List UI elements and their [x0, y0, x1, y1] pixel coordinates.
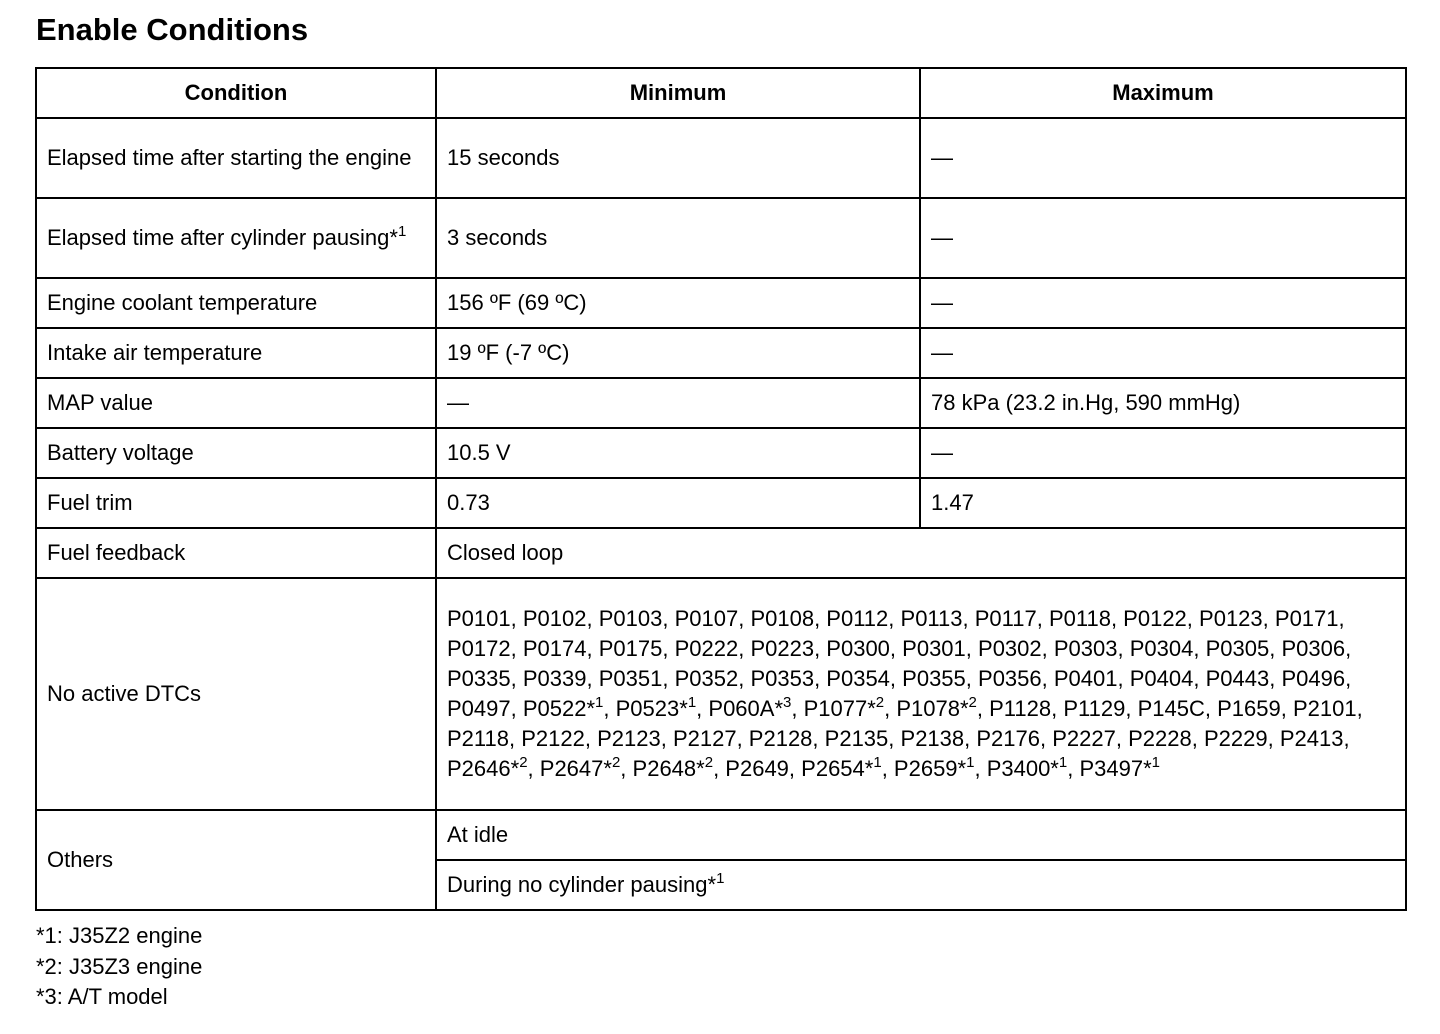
footnote-marker: 1 — [716, 870, 725, 887]
dtc-code: P2648* — [632, 756, 705, 781]
dtc-code: P0497 — [447, 696, 511, 721]
minimum-cell: 3 seconds — [436, 198, 920, 278]
dtc-code: P3497* — [1079, 756, 1152, 781]
dtc-code: P2659* — [893, 756, 967, 781]
dtc-code: P0103 — [598, 606, 663, 631]
dtc-code: P2176 — [976, 726, 1040, 751]
table-row — [36, 428, 1406, 478]
dtc-code: P0174 — [522, 636, 587, 661]
dtc-code: P0356 — [978, 666, 1042, 691]
condition-cell: Fuel trim — [36, 478, 436, 528]
footnote-marker: 2 — [519, 754, 528, 771]
table-row — [36, 378, 1406, 428]
dtc-code: P0300 — [826, 636, 890, 661]
dtc-code: P0122 — [1123, 606, 1187, 631]
dtc-code: P1128 — [989, 696, 1052, 721]
dtc-code: P0171 — [1274, 606, 1339, 631]
condition-text: Elapsed time after cylinder pausing* — [47, 225, 398, 250]
dtc-code: P1078* — [896, 696, 969, 721]
footnote-marker: 1 — [873, 754, 882, 771]
dtc-code: P0354 — [826, 666, 890, 691]
maximum-cell: 1.47 — [920, 478, 1406, 528]
dtc-code: P2101 — [1292, 696, 1357, 721]
dtc-code: P0112 — [826, 606, 889, 631]
table-row-no-active-dtcs — [36, 578, 1406, 810]
dtc-code: P0523* — [615, 696, 688, 721]
condition-cell: Battery voltage — [36, 428, 436, 478]
footnote-marker: 1 — [397, 223, 407, 240]
header-condition: Condition — [36, 68, 436, 118]
dtc-code: P2128 — [748, 726, 813, 751]
dtc-code: P2229 — [1203, 726, 1268, 751]
condition-cell: Intake air temperature — [36, 328, 436, 378]
condition-cell: Elapsed time after starting the engine — [36, 118, 436, 198]
dtc-code: P0102 — [522, 606, 587, 631]
maximum-cell: 78 kPa (23.2 in.Hg, 590 mmHg) — [920, 378, 1406, 428]
condition-cell — [36, 198, 436, 278]
footnote-marker: 2 — [611, 754, 621, 771]
dtc-code: P0339 — [522, 666, 587, 691]
minimum-cell: 15 seconds — [436, 118, 920, 198]
condition-cell: Engine coolant temperature — [36, 278, 436, 328]
footnote-1: *1: J35Z2 engine — [36, 923, 203, 948]
footnote-3: *3: A/T model — [36, 984, 168, 1009]
dtc-code: P0303 — [1053, 636, 1118, 661]
dtc-code: P1077* — [803, 696, 876, 721]
dtc-code: P0113 — [900, 606, 963, 631]
maximum-cell: — — [920, 278, 1406, 328]
dtc-code: P0305 — [1205, 636, 1270, 661]
dtc-code: P0222 — [674, 636, 739, 661]
dtc-code: P0223 — [750, 636, 815, 661]
others-value: At idle — [436, 810, 1406, 860]
dtc-code: P2228 — [1128, 726, 1192, 751]
table-row — [36, 478, 1406, 528]
dtc-code: P2118 — [447, 726, 509, 751]
maximum-cell: — — [920, 428, 1406, 478]
minimum-cell: 0.73 — [436, 478, 920, 528]
footnote-marker: 2 — [968, 694, 977, 711]
condition-cell: Fuel feedback — [36, 528, 436, 578]
dtc-code: P0401 — [1053, 666, 1118, 691]
maximum-cell: — — [920, 328, 1406, 378]
dtc-code: P0123 — [1199, 606, 1263, 631]
dtc-code: P0175 — [598, 636, 663, 661]
minimum-cell: — — [436, 378, 920, 428]
condition-cell: MAP value — [36, 378, 436, 428]
dtc-code: P0522* — [522, 696, 596, 721]
dtc-code: P060A* — [708, 696, 784, 721]
minimum-cell: 10.5 V — [436, 428, 920, 478]
dtc-code: P0352 — [674, 666, 739, 691]
others-value — [436, 860, 1406, 910]
dtc-code: P2647* — [539, 756, 612, 781]
footnote-marker: 1 — [966, 754, 975, 771]
dtc-code: P0301 — [902, 636, 966, 661]
dtc-code: P0496 — [1281, 666, 1346, 691]
header-maximum: Maximum — [920, 68, 1406, 118]
dtc-code: P2646* — [447, 756, 520, 781]
dtc-code: P1659 — [1217, 696, 1281, 721]
maximum-cell: — — [920, 118, 1406, 198]
dtc-code: P0404 — [1129, 666, 1194, 691]
footnote-marker: 1 — [1058, 754, 1068, 771]
minimum-cell: 19 ºF (-7 ºC) — [436, 328, 920, 378]
dtc-code: P0117 — [974, 606, 1037, 631]
dtc-list-cell — [436, 578, 1406, 810]
fuel-feedback-value: Closed loop — [436, 528, 1406, 578]
dtc-code: P0304 — [1129, 636, 1194, 661]
dtc-code: P0355 — [902, 666, 966, 691]
table-header-row — [36, 68, 1406, 118]
dtc-code: P2654* — [801, 756, 874, 781]
dtc-code: P2123 — [597, 726, 661, 751]
dtc-code: P2227 — [1052, 726, 1116, 751]
dtc-code: P0101 — [447, 606, 511, 631]
dtc-code: P0107 — [674, 606, 739, 631]
others-text: During no cylinder pausing* — [447, 872, 717, 897]
dtc-code: P0443 — [1205, 666, 1270, 691]
table-row-fuel-feedback — [36, 528, 1406, 578]
table-row — [36, 198, 1406, 278]
dtc-code: P0302 — [978, 636, 1042, 661]
enable-conditions-table — [35, 67, 1407, 911]
dtc-code: P1129 — [1063, 696, 1126, 721]
dtc-list: P0101, P0102, P0103, P0107, P0108, P0112, P0113, P0117, P0118, P0122, P0123, P0171, P0172, P0174, P0175, P0222, P0223, P0300, P0301, P0302, P0303, P0304, P0305, P0306, P0335, P0339, P0351, P0352, P0353, P0354, P0355, P0356, P0401, P0404, P0443, P0496, P0497, P0522*$^1$, P0523*$^1$, P060A*$^3$, P1077*$^2$, P1078*$^2$, P1128, P1129, P145C, P1659, P2101, P2118, P2122, P2123, P2127, P2128, P2135, P2138, P2176, P2227, P2228, P2229, P2413, P2646*$^2$, P2647*$^2$, P2648*$^2$, P2649, P2654*$^1$, P2659*$^1$, P3400*$^1$, P3497*$^1$ — [447, 606, 1363, 781]
dtc-code: P2413 — [1279, 726, 1344, 751]
footnote-marker: 1 — [595, 694, 604, 711]
dtc-code: P2135 — [824, 726, 889, 751]
dtc-code: P0118 — [1048, 606, 1111, 631]
table-row — [36, 118, 1406, 198]
footnote-marker: 2 — [704, 754, 714, 771]
dtc-code: P2649 — [725, 756, 789, 781]
condition-cell: Others — [36, 810, 436, 910]
dtc-code: P0353 — [750, 666, 815, 691]
maximum-cell: — — [920, 198, 1406, 278]
dtc-code: P2127 — [672, 726, 737, 751]
condition-cell: No active DTCs — [36, 578, 436, 810]
footnote-marker: 1 — [687, 694, 697, 711]
dtc-code: P145C — [1137, 696, 1205, 721]
table-row — [36, 328, 1406, 378]
footnote-marker: 2 — [875, 694, 885, 711]
dtc-code: P2138 — [900, 726, 965, 751]
table-row — [36, 278, 1406, 328]
dtc-code: P3400* — [986, 756, 1059, 781]
footnote-2: *2: J35Z3 engine — [36, 953, 203, 979]
dtc-code: P0108 — [750, 606, 815, 631]
footnotes — [36, 921, 202, 1013]
table-row-others — [36, 810, 1406, 860]
header-minimum: Minimum — [436, 68, 920, 118]
dtc-code: P0351 — [598, 666, 663, 691]
dtc-code: P0335 — [447, 666, 511, 691]
page-title: Enable Conditions — [36, 12, 309, 47]
dtc-code: P0306 — [1281, 636, 1346, 661]
dtc-code: P0172 — [447, 636, 511, 661]
footnote-marker: 1 — [1151, 754, 1160, 771]
dtc-code: P2122 — [521, 726, 585, 751]
minimum-cell: 156 ºF (69 ºC) — [436, 278, 920, 328]
footnote-marker: 3 — [783, 694, 792, 711]
